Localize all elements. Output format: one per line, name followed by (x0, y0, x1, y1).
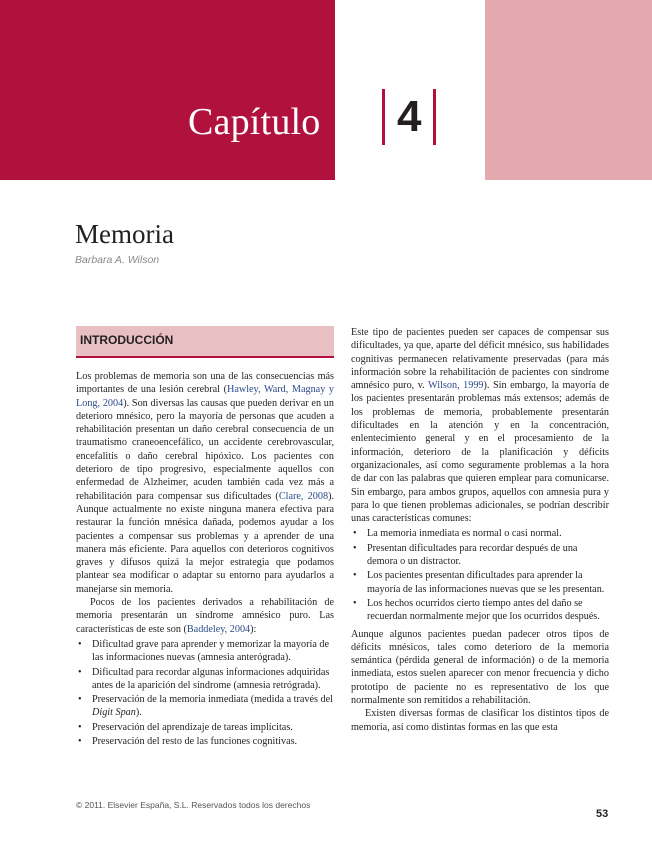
list-item: • La memoria inmediata es normal o casi normal. (351, 527, 609, 540)
chapter-header-band (0, 0, 335, 180)
common-characteristics-list (351, 527, 609, 623)
list-item: • Los hechos ocurridos cierto tiempo antes del daño se recuerdan normalmente mejor que los ocurridos después. (351, 597, 609, 624)
citation-link[interactable]: Clare, 2008 (278, 490, 329, 502)
list-item: • Preservación de la memoria inmediata (medida a través del Digit Span). (76, 693, 334, 720)
citation-link[interactable]: Wilson, 1999 (428, 380, 484, 392)
paragraph-amnesic: Pocos de los pacientes derivados a rehabilitación de memoria presentarán un síndrome amnésico puro. Las características de este son (Baddeley, 2004): (76, 597, 334, 635)
paragraph-intro: Los problemas de memoria son una de las consecuencias más importantes de una lesión cerebral (Hawley, Ward, Magnay y Long, 2004). Son diversas las causas que pueden derivar en un deterioro mnésico, pero la mayoría de personas que acuden a rehabilitación presentan un daño cerebral consecuencia de un traumatismo craneoencefálico, un accidente cerebrovascular, encefalitis o daño cerebral hipóxico. Los pacientes con deterioro de tipo progresivo, especialmente aquellos con enfermedad de Alzheimer, acuden también cada vez más a rehabilitación para compensar sus dificultades (Clare, 2008). Aunque actualmente no existe ninguna manera efectiva para restaurar la función mnésica dañada, podemos ayudar a los pacientes a compensar sus problemas y a aprender de una manera más eficiente. Para aquellos con deterioros cognitivos graves y difusos quizá la mejor estrategia que podamos plantear sea modificar o adaptar su entorno para ayudarlos a manejarse sin memoria. (76, 371, 335, 595)
chapter-title: Memoria (75, 219, 174, 249)
copyright-notice: © 2011. Elsevier España, S.L. Reservados todos los derechos (76, 800, 311, 810)
citation-link[interactable]: Baddeley, 2004 (186, 623, 251, 635)
list-item: • Preservación del aprendizaje de tareas implícitas. (76, 721, 334, 734)
chapter-header-pink-block (485, 0, 652, 180)
chapter-number-right-rule (433, 89, 436, 145)
chapter-number: 4 (397, 92, 422, 141)
list-item: • Presentan dificultades para recordar después de una demora o un distractor. (351, 542, 609, 569)
right-column (351, 326, 609, 734)
paragraph-classification: Existen diversas formas de clasificar los distintos tipos de memoria, así como distintas formas en las que esta (351, 708, 609, 733)
list-item: • Dificultad para recordar algunas informaciones adquiridas antes de la aparición del síndrome (amnesia retrógrada). (76, 666, 334, 693)
characteristics-list (76, 638, 334, 748)
page-number: 53 (596, 808, 609, 820)
citation-link[interactable]: Hawley, Ward, Magnay y Long, 2004 (76, 384, 334, 409)
left-column (76, 326, 334, 752)
section-heading-box (76, 326, 334, 358)
chapter-label: Capítulo (188, 101, 321, 143)
paragraph-compensation: Este tipo de pacientes pueden ser capaces de compensar sus dificultades, ya que, aparte del déficit mnésico, sus habilidades cognitivas permanecen relativamente preservadas (para más información sobre la rehabilitación de pacientes con síndrome amnésico puro, v. Wilson, 1999). Sin embargo, la mayoría de los pacientes presentarán problemas más extensos; además de los problemas de memoria, probablemente presentarán dificultades en la atención y en la concentración, enlentecimiento general y en el procesamiento de la información, deterioro de la planificación y déficits organizacionales, así como seguramente problemas a la hora de dar con las palabras que quieren emplear para comunicarse. Sin embargo, para ambos grupos, aquellos con amnesia pura y para lo que tienen problemas adicionales, se podrían describir unas características comunes: (351, 327, 609, 525)
chapter-author: Barbara A. Wilson (75, 254, 160, 266)
list-item: • Preservación del resto de las funciones cognitivas. (76, 735, 334, 748)
chapter-number-box (382, 88, 436, 146)
paragraph-other-deficits: Aunque algunos pacientes puedan padecer otros tipos de déficits mnésicos, tales como deterioro de la memoria semántica (pérdida general de información) o de la memoria inmediata, estos suelen aparecer con menor frecuencia y dicho prototipo de paciente no es representativo de los que normalmente son remitidos a rehabilitación. (351, 628, 609, 707)
list-item: • Los pacientes presentan dificultades para aprender la mayoría de las informaciones nuevas que se les presentan. (351, 569, 609, 596)
section-heading: INTRODUCCIÓN (80, 333, 174, 348)
list-item: • Dificultad grave para aprender y memorizar la mayoría de las informaciones nuevas (amnesia anterógrada). (76, 638, 334, 665)
